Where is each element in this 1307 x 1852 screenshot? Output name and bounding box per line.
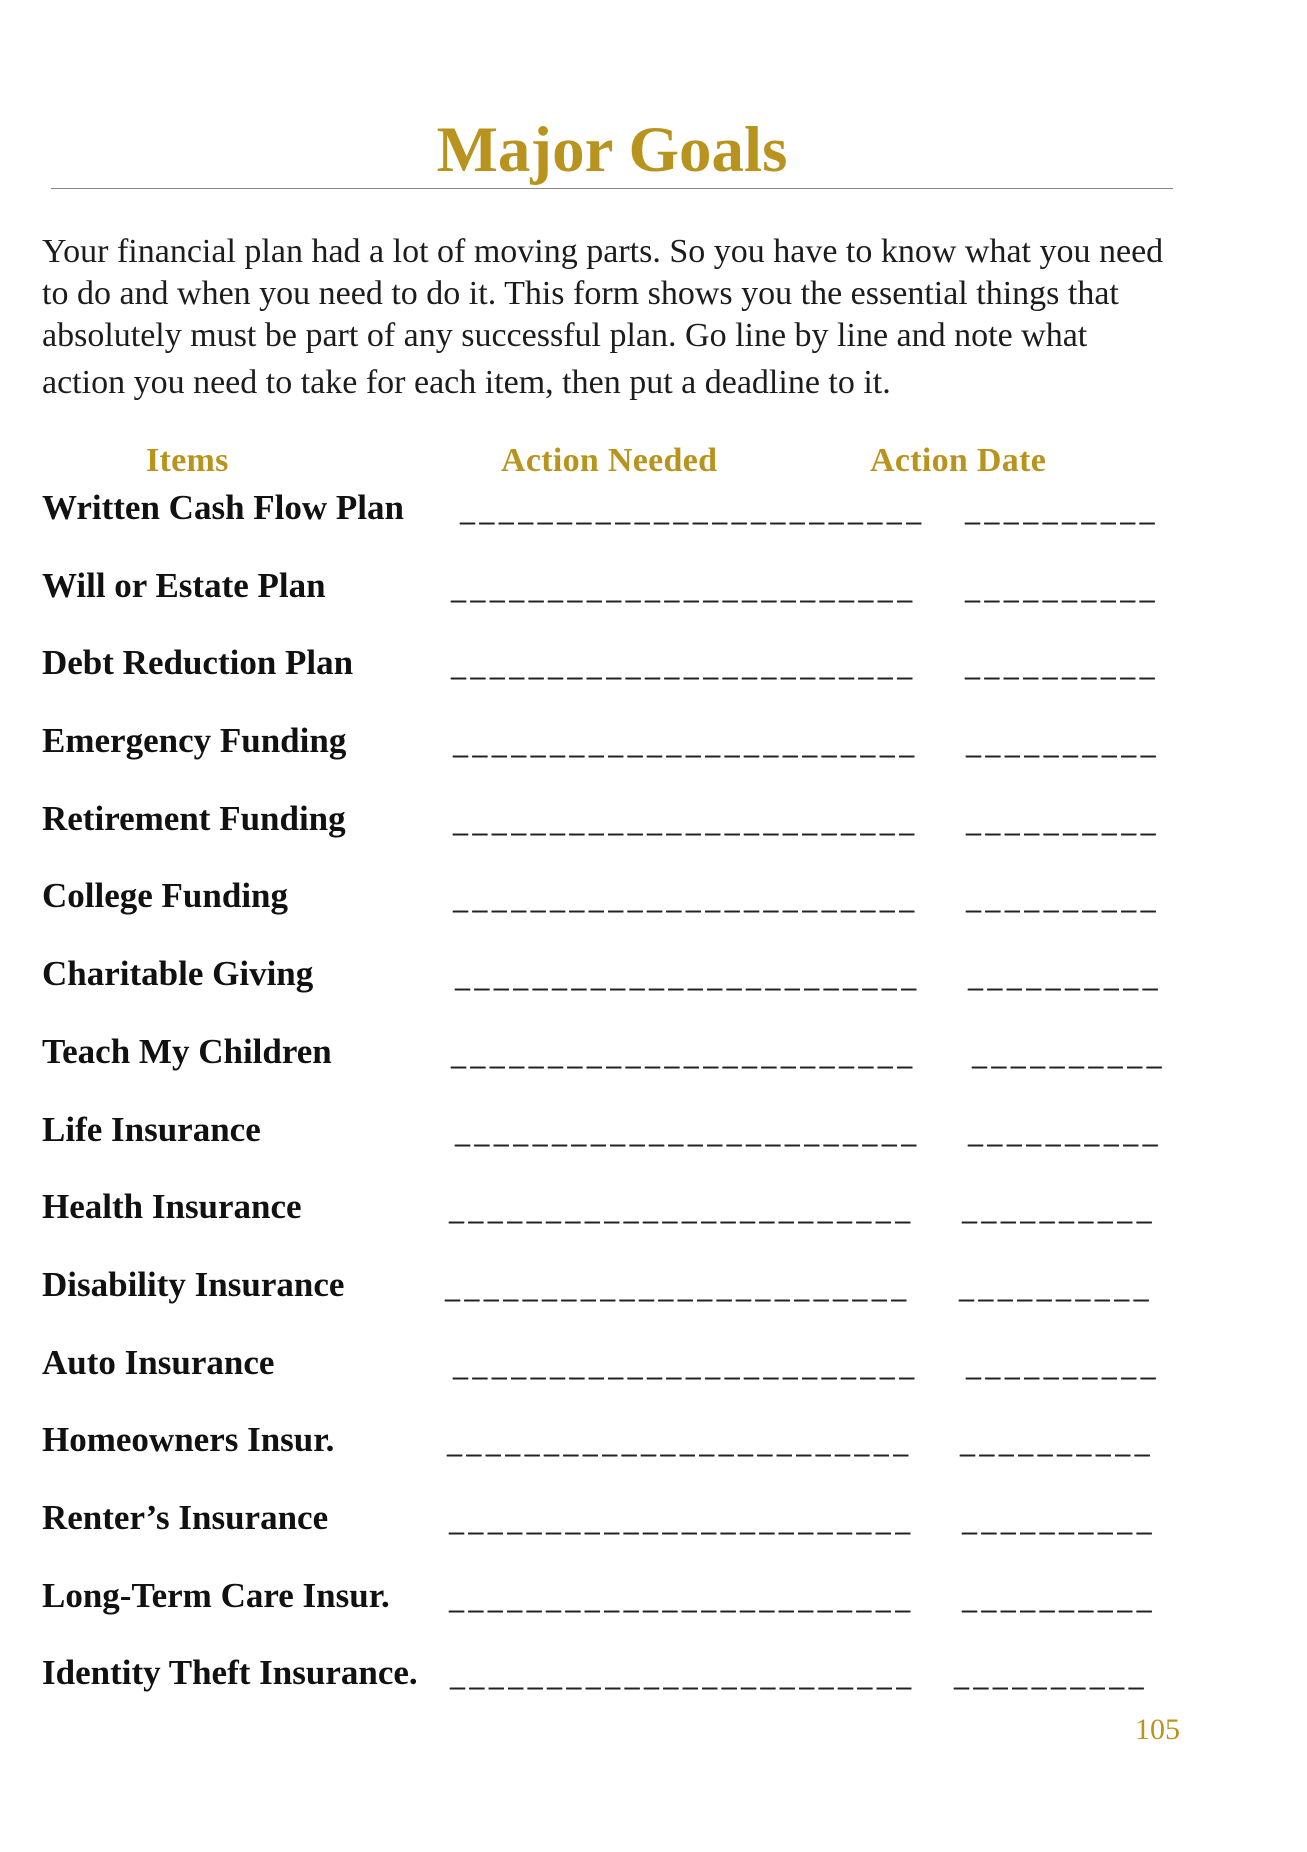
goal-row [0, 469, 1307, 547]
action-date-blank: __________ [962, 1581, 1156, 1615]
goal-row [0, 1634, 1307, 1712]
action-needed-blank: ________________________ [449, 1581, 915, 1615]
action-date-blank: __________ [965, 494, 1159, 527]
goal-item-label: Auto Insurance [42, 1342, 275, 1382]
action-date-blank: __________ [972, 1037, 1166, 1071]
goal-row [0, 1401, 1307, 1479]
title-rule [51, 188, 1173, 189]
action-needed-blank: ________________________ [460, 494, 926, 527]
action-needed-blank: ________________________ [447, 1426, 913, 1460]
goal-item-label: Homeowners Insur. [42, 1420, 335, 1460]
intro-line: action you need to take for each item, then put a deadline to it. [42, 364, 891, 401]
goal-item-label: Health Insurance [42, 1187, 302, 1227]
goal-row [0, 624, 1307, 702]
action-date-blank: __________ [966, 1348, 1160, 1382]
action-date-blank: __________ [962, 1193, 1156, 1227]
goal-row [0, 1091, 1307, 1169]
action-needed-blank: ________________________ [445, 1270, 911, 1304]
intro-line: to do and when you need to do it. This form shows you the essential things that [42, 275, 1119, 312]
goal-row [0, 1246, 1307, 1324]
column-header-action-needed: Action Needed [501, 442, 718, 479]
action-needed-blank: ________________________ [451, 649, 917, 683]
action-needed-blank: ________________________ [455, 960, 921, 994]
action-date-blank: __________ [965, 649, 1159, 683]
goal-item-label: Charitable Giving [42, 954, 314, 994]
goal-row [0, 780, 1307, 858]
action-needed-blank: ________________________ [453, 1348, 919, 1382]
goal-item-label: Written Cash Flow Plan [42, 488, 404, 527]
goal-item-label: Identity Theft Insurance. [42, 1653, 418, 1693]
intro-line: Your financial plan had a lot of moving parts. So you have to know what you need [42, 233, 1164, 270]
goal-row [0, 857, 1307, 935]
goal-item-label: Renter’s Insurance [42, 1497, 329, 1537]
goal-row [0, 1168, 1307, 1246]
action-needed-blank: ________________________ [453, 727, 919, 761]
action-needed-blank: ________________________ [451, 571, 917, 605]
goal-item-label: College Funding [42, 876, 289, 916]
action-needed-blank: ________________________ [453, 804, 919, 838]
action-needed-blank: ________________________ [449, 1193, 915, 1227]
goal-item-label: Long-Term Care Insur. [42, 1575, 390, 1615]
action-date-blank: __________ [960, 1426, 1154, 1460]
goal-row [0, 935, 1307, 1013]
goal-item-label: Retirement Funding [42, 798, 346, 838]
column-header-action-date: Action Date [870, 442, 1047, 479]
action-date-blank: __________ [966, 727, 1160, 761]
action-needed-blank: ________________________ [455, 1115, 921, 1149]
action-needed-blank: ________________________ [453, 882, 919, 916]
goals-table [0, 469, 1307, 1712]
intro-paragraph [42, 231, 1163, 404]
goal-row [0, 1324, 1307, 1402]
action-date-blank: __________ [965, 571, 1159, 605]
goal-item-label: Teach My Children [42, 1031, 332, 1071]
goal-item-label: Emergency Funding [42, 721, 347, 761]
goal-row [0, 1557, 1307, 1635]
action-needed-blank: ________________________ [451, 1037, 917, 1071]
goal-item-label: Will or Estate Plan [42, 565, 326, 605]
goal-item-label: Debt Reduction Plan [42, 643, 354, 683]
goal-item-label: Life Insurance [42, 1109, 261, 1149]
action-needed-blank: ________________________ [450, 1659, 916, 1693]
goal-row [0, 702, 1307, 780]
page-number: 105 [1135, 1713, 1180, 1746]
page-title: Major Goals [436, 114, 788, 186]
action-date-blank: __________ [954, 1659, 1148, 1693]
action-date-blank: __________ [968, 1115, 1162, 1149]
goal-item-label: Disability Insurance [42, 1264, 345, 1304]
goal-row [0, 547, 1307, 625]
action-date-blank: __________ [962, 1503, 1156, 1537]
action-date-blank: __________ [966, 882, 1160, 916]
action-date-blank: __________ [966, 804, 1160, 838]
action-needed-blank: ________________________ [449, 1503, 915, 1537]
action-date-blank: __________ [959, 1270, 1153, 1304]
column-header-items: Items [146, 442, 229, 479]
intro-line: absolutely must be part of any successful plan. Go line by line and note what [42, 317, 1088, 354]
goal-row [0, 1479, 1307, 1557]
action-date-blank: __________ [968, 960, 1162, 994]
goal-row [0, 1013, 1307, 1091]
